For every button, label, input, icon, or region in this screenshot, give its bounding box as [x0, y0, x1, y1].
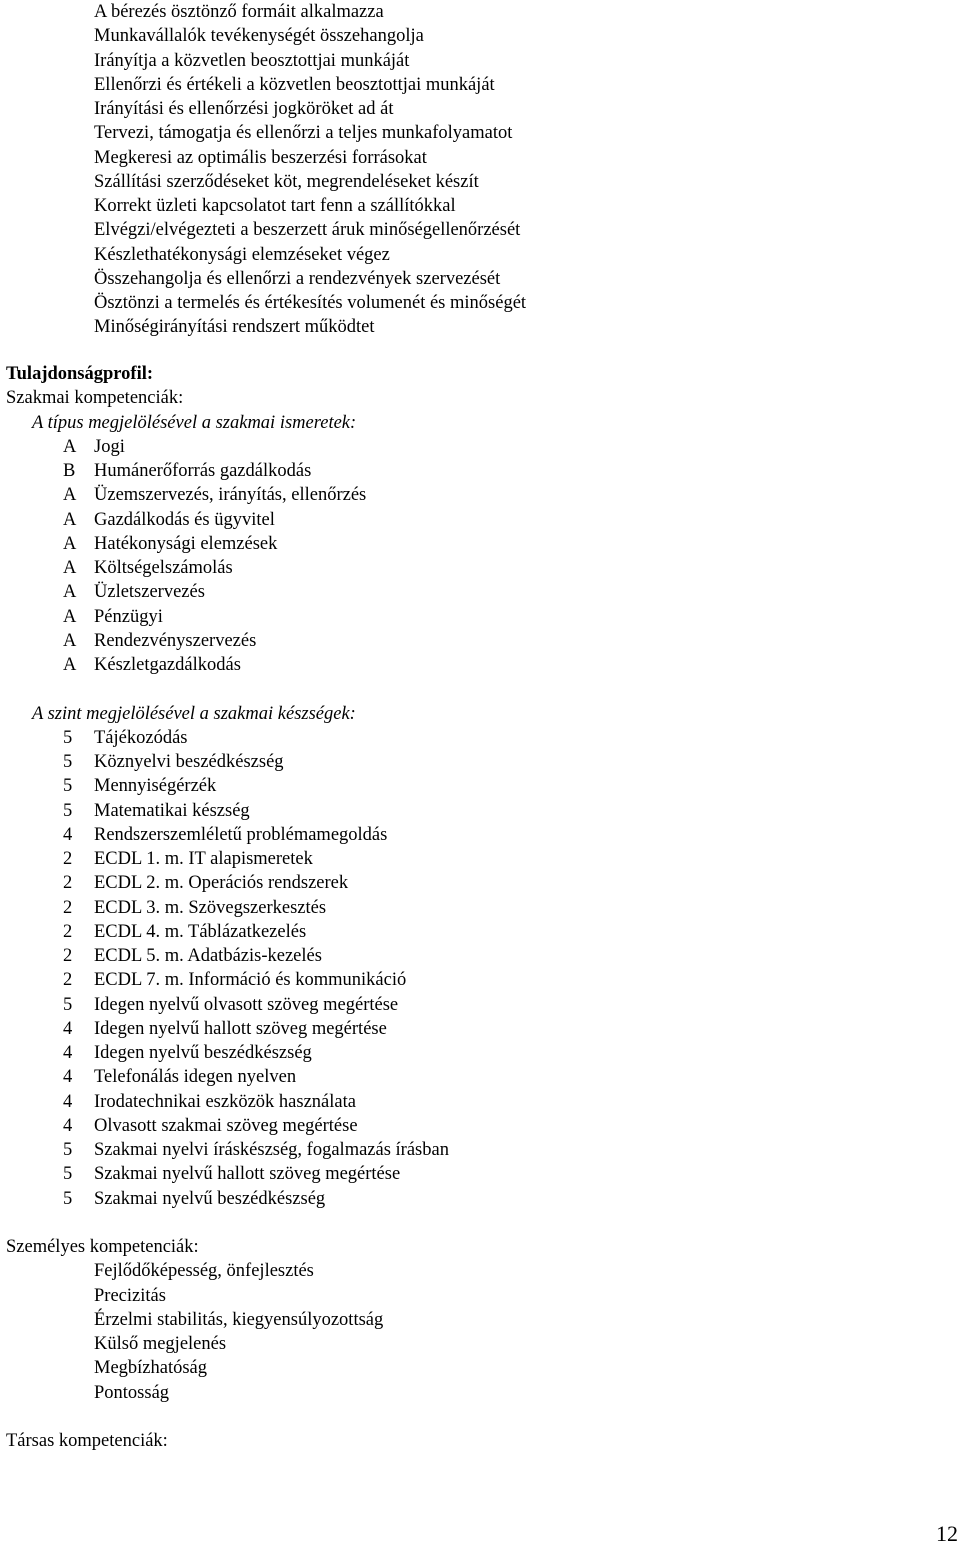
skill-level: 5	[63, 752, 73, 772]
skill-level: 5	[63, 1164, 73, 1185]
skills-list	[6, 726, 946, 1211]
knowledge-code: A	[63, 533, 77, 554]
skill-item	[6, 968, 946, 992]
knowledge-item	[6, 556, 946, 580]
skill-item	[6, 774, 946, 798]
personal-item: Fejlődőképesség, önfejlesztés	[94, 1261, 314, 1282]
skill-item	[6, 1065, 946, 1089]
knowledge-item	[6, 532, 946, 556]
personal-item: Külső megjelenés	[94, 1334, 227, 1354]
task-item: Elvégzi/elvégezteti a beszerzett áruk minőségellenőrzését	[94, 220, 521, 241]
knowledge-item	[6, 629, 946, 653]
skill-text: Irodatechnikai eszközök használata	[94, 1091, 356, 1112]
knowledge-text: Rendezvényszervezés	[94, 630, 257, 651]
skill-text: Szakmai nyelvi íráskészség, fogalmazás írásban	[94, 1140, 449, 1160]
knowledge-code: B	[63, 461, 76, 481]
property-profile	[6, 362, 946, 1453]
knowledge-text: Pénzügyi	[94, 606, 163, 627]
skill-text: Szakmai nyelvű hallott szöveg megértése	[94, 1164, 401, 1185]
skill-level: 2	[63, 970, 73, 991]
task-item: A bérezés ösztönző formáit alkalmazza	[94, 2, 384, 22]
skill-item	[6, 920, 946, 944]
skill-level: 4	[63, 1043, 73, 1063]
knowledge-code: A	[63, 606, 77, 627]
skill-level: 2	[63, 946, 73, 966]
knowledge-list	[6, 435, 946, 678]
skill-item	[6, 1114, 946, 1138]
skill-item	[6, 1041, 946, 1065]
knowledge-item	[6, 508, 946, 532]
knowledge-item	[6, 435, 946, 459]
knowledge-heading: A típus megjelölésével a szakmai ismeretek:	[32, 412, 357, 433]
knowledge-text: Üzemszervezés, irányítás, ellenőrzés	[94, 485, 367, 506]
skill-level: 4	[63, 824, 73, 845]
knowledge-text: Készletgazdálkodás	[94, 655, 241, 675]
skill-text: ECDL 7. m. Információ és kommunikáció	[94, 970, 407, 991]
skill-item	[6, 993, 946, 1017]
skill-item	[6, 1090, 946, 1114]
task-item: Munkavállalók tevékenységét összehangolja	[94, 26, 424, 47]
skill-item	[6, 750, 946, 774]
skill-level: 5	[63, 994, 73, 1015]
task-item: Készlethatékonysági elemzéseket végez	[94, 244, 390, 265]
knowledge-code: A	[63, 630, 77, 651]
task-list	[94, 0, 526, 340]
skill-item	[6, 799, 946, 823]
skill-item	[6, 823, 946, 847]
knowledge-text: Költségelszámolás	[94, 558, 233, 578]
skill-level: 5	[63, 727, 73, 748]
knowledge-item	[6, 580, 946, 604]
skill-text: ECDL 4. m. Táblázatkezelés	[94, 921, 307, 942]
skill-level: 2	[63, 849, 73, 869]
spacer	[6, 1405, 946, 1429]
skill-level: 5	[63, 1188, 73, 1209]
personal-item: Megbízhatóság	[94, 1358, 208, 1379]
knowledge-text: Humánerőforrás gazdálkodás	[94, 461, 312, 481]
skill-text: Rendszerszemléletű problémamegoldás	[94, 824, 388, 845]
personal-item: Pontosság	[94, 1382, 170, 1403]
skill-level: 2	[63, 897, 73, 918]
knowledge-code: A	[63, 582, 77, 603]
skill-text: Tájékozódás	[94, 727, 188, 748]
task-item: Irányítja a közvetlen beosztottjai munkáját	[94, 50, 410, 71]
task-item: Összehangolja és ellenőrzi a rendezvények szervezését	[94, 268, 501, 289]
skill-level: 4	[63, 1018, 73, 1039]
skill-text: ECDL 1. m. IT alapismeretek	[94, 849, 313, 869]
skill-item	[6, 896, 946, 920]
knowledge-text: Üzletszervezés	[94, 582, 205, 603]
skill-level: 2	[63, 873, 73, 894]
skill-text: ECDL 3. m. Szövegszerkesztés	[94, 897, 327, 918]
skill-item	[6, 1187, 946, 1211]
skill-level: 5	[63, 1140, 73, 1160]
knowledge-code: A	[63, 485, 77, 506]
skill-text: Idegen nyelvű hallott szöveg megértése	[94, 1018, 387, 1039]
skill-text: Telefonálás idegen nyelven	[94, 1067, 297, 1088]
personal-item: Precizitás	[94, 1285, 166, 1306]
skills-heading: A szint megjelölésével a szakmai készségek:	[32, 703, 356, 724]
skill-text: Idegen nyelvű olvasott szöveg megértése	[94, 994, 399, 1015]
knowledge-item	[6, 653, 946, 677]
task-item: Irányítási és ellenőrzési jogköröket ad át	[94, 99, 394, 119]
task-item: Megkeresi az optimális beszerzési forrásokat	[94, 147, 427, 168]
skill-text: ECDL 2. m. Operációs rendszerek	[94, 873, 349, 894]
skill-level: 4	[63, 1067, 73, 1088]
knowledge-code: A	[63, 509, 77, 530]
skill-text: Szakmai nyelvű beszédkészség	[94, 1188, 326, 1209]
skill-item	[6, 1017, 946, 1041]
spacer	[6, 1211, 946, 1235]
skill-item	[6, 847, 946, 871]
skill-item	[6, 726, 946, 750]
knowledge-item	[6, 483, 946, 507]
page-number: 12	[936, 1521, 958, 1546]
task-item: Szállítási szerződéseket köt, megrendeléseket készít	[94, 171, 479, 192]
skill-item	[6, 1138, 946, 1162]
skill-text: Matematikai készség	[94, 800, 250, 821]
skill-text: Idegen nyelvű beszédkészség	[94, 1043, 312, 1063]
profile-title: Tulajdonságprofil:	[6, 364, 154, 384]
skill-text: Mennyiségérzék	[94, 776, 217, 797]
skill-text: Olvasott szakmai szöveg megértése	[94, 1115, 358, 1136]
task-item: Ösztönzi a termelés és értékesítés volumenét és minőségét	[94, 293, 527, 313]
skill-level: 4	[63, 1115, 73, 1136]
personal-competencies-label: Személyes kompetenciák:	[6, 1237, 199, 1257]
knowledge-item	[6, 605, 946, 629]
skill-level: 2	[63, 921, 73, 942]
spacer	[6, 677, 946, 701]
knowledge-code: A	[63, 558, 77, 578]
skill-item	[6, 944, 946, 968]
skill-item	[6, 871, 946, 895]
skill-text: ECDL 5. m. Adatbázis-kezelés	[94, 946, 322, 966]
skill-text: Köznyelvi beszédkészség	[94, 752, 284, 772]
professional-competencies-label: Szakmai kompetenciák:	[6, 388, 184, 409]
task-item: Minőségirányítási rendszert működtet	[94, 317, 375, 338]
skill-level: 4	[63, 1091, 73, 1112]
skill-level: 5	[63, 800, 73, 821]
personal-competencies-list	[6, 1259, 946, 1405]
knowledge-text: Jogi	[94, 436, 125, 457]
task-item: Tervezi, támogatja és ellenőrzi a teljes munkafolyamatot	[94, 123, 513, 144]
social-competencies-label: Társas kompetenciák:	[6, 1431, 168, 1451]
skill-item	[6, 1162, 946, 1186]
personal-item: Érzelmi stabilitás, kiegyensúlyozottság	[94, 1309, 384, 1330]
task-item: Korrekt üzleti kapcsolatot tart fenn a szállítókkal	[94, 196, 456, 216]
knowledge-code: A	[63, 436, 77, 457]
knowledge-code: A	[63, 655, 77, 675]
knowledge-text: Gazdálkodás és ügyvitel	[94, 509, 275, 530]
knowledge-text: Hatékonysági elemzések	[94, 533, 278, 554]
task-item: Ellenőrzi és értékeli a közvetlen beosztottjai munkáját	[94, 74, 495, 95]
skill-level: 5	[63, 776, 73, 797]
knowledge-item	[6, 459, 946, 483]
